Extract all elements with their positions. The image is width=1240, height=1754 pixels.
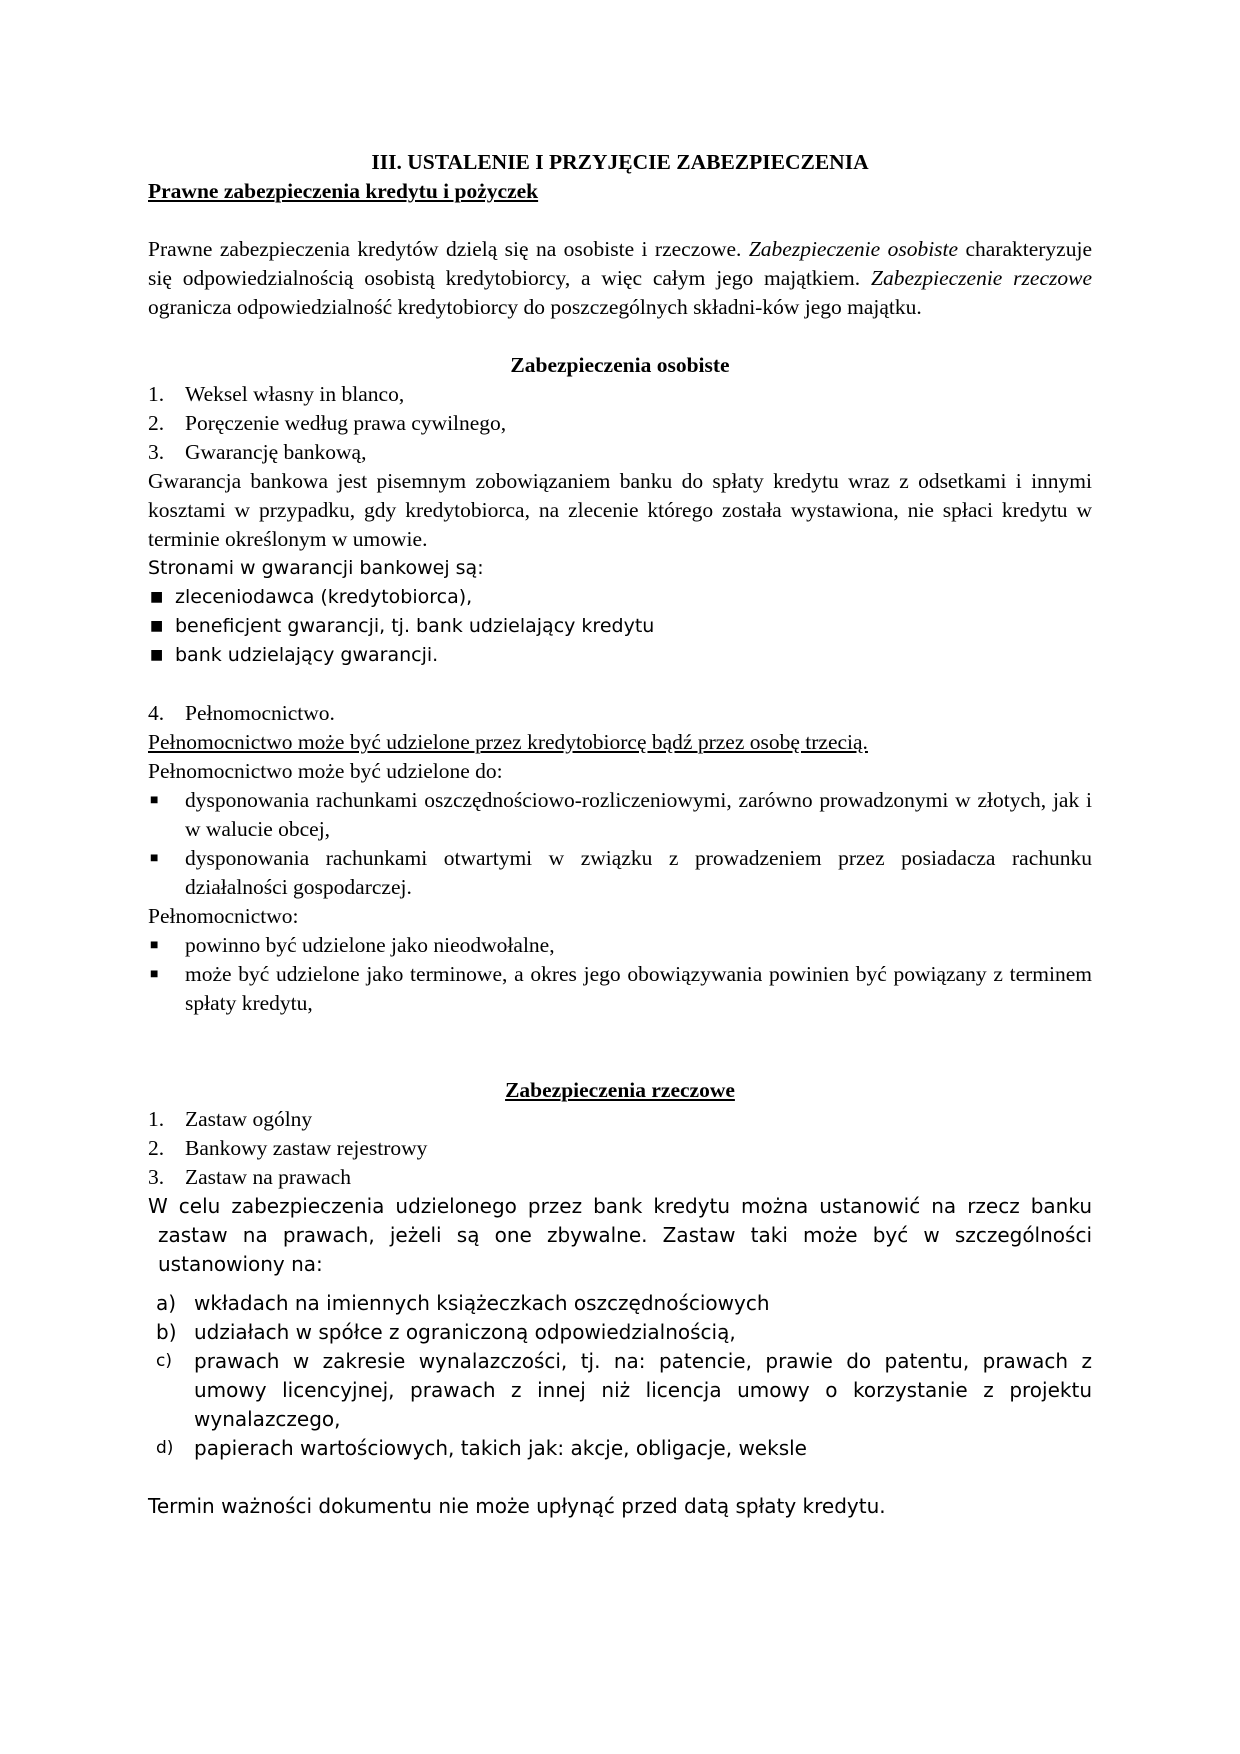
list-item-text: zleceniodawca (kredytobiorca), bbox=[175, 586, 473, 608]
bullet-icon: ■ bbox=[150, 851, 159, 866]
list-item bbox=[148, 1347, 1092, 1434]
list-number: 1. bbox=[148, 1107, 165, 1131]
list-letter: a) bbox=[156, 1291, 177, 1315]
material-list bbox=[148, 1105, 1092, 1192]
spacer bbox=[148, 322, 1092, 351]
list-letter: b) bbox=[156, 1320, 177, 1344]
list-item-text: prawach w zakresie wynalazczości, tj. na: patencie, prawie do patentu, prawach z umowy licencyjnej, prawach z innej niż licencja umowy o korzystanie z projektu wynalazczego, bbox=[194, 1349, 1092, 1431]
bullet-icon: ■ bbox=[150, 647, 164, 663]
intro-emphasis-material: Zabezpieczenie rzeczowe bbox=[871, 266, 1093, 290]
list-item-text: dysponowania rachunkami oszczędnościowo-rozliczeniowymi, zarówno prowadzonymi w złotych, jak i w walucie obcej, bbox=[185, 788, 1092, 841]
intro-text-3: ogranicza odpowiedzialność kredytobiorcy do poszczególnych składni-ków jego majątku. bbox=[148, 295, 922, 319]
parties-list bbox=[148, 583, 1092, 670]
list-item bbox=[148, 380, 1092, 409]
list-item bbox=[148, 641, 1092, 670]
spacer bbox=[148, 1018, 1092, 1076]
guarantee-paragraph: Gwarancja bankowa jest pisemnym zobowiązaniem banku do spłaty kredytu wraz z odsetkami i innymi kosztami w przypadku, gdy kredytobiorca, na zlecenie którego została wystawiona, nie spłaci kredytu w terminie określonym w umowie. bbox=[148, 469, 1092, 551]
poa-underlined-note: Pełnomocnictwo może być udzielone przez kredytobiorcę bądź przez osobę trzecią. bbox=[148, 730, 868, 754]
list-number: 3. bbox=[148, 440, 165, 464]
list-item-text: Zastaw na prawach bbox=[185, 1165, 351, 1189]
list-item-text: powinno być udzielone jako nieodwołalne, bbox=[185, 933, 555, 957]
spacer bbox=[148, 1279, 1092, 1289]
rights-list bbox=[148, 1289, 1092, 1463]
list-item-text: może być udzielone jako terminowe, a okres jego obowiązywania powinien być powiązany z terminem spłaty kredytu, bbox=[185, 962, 1092, 1015]
list-item-text: Gwarancję bankową, bbox=[185, 440, 367, 464]
heading-personal: Zabezpieczenia osobiste bbox=[510, 353, 730, 377]
list-item-text: wkładach na imiennych książeczkach oszczędnościowych bbox=[194, 1291, 770, 1315]
personal-list bbox=[148, 380, 1092, 467]
list-number: 3. bbox=[148, 1165, 165, 1189]
list-item bbox=[148, 960, 1092, 1018]
list-item bbox=[148, 1318, 1092, 1347]
list-item-text: beneficjent gwarancji, tj. bank udzielający kredytu bbox=[175, 615, 655, 637]
bullet-icon: ■ bbox=[150, 618, 164, 634]
intro-text-1: Prawne zabezpieczenia kredytów dzielą się na osobiste i rzeczowe. bbox=[148, 237, 749, 261]
list-item-text: papierach wartościowych, takich jak: akcje, obligacje, weksle bbox=[194, 1436, 807, 1460]
list-item bbox=[148, 1163, 1092, 1192]
intro-paragraph bbox=[148, 235, 1092, 322]
list-item bbox=[148, 1105, 1092, 1134]
list-item bbox=[148, 844, 1092, 902]
list-item bbox=[148, 786, 1092, 844]
list-number: 4. bbox=[148, 701, 165, 725]
list-item-text: bank udzielający gwarancji. bbox=[175, 644, 439, 666]
bullet-icon: ■ bbox=[150, 793, 159, 808]
list-item-text: Poręczenie według prawa cywilnego, bbox=[185, 411, 507, 435]
intro-emphasis-personal: Zabezpieczenie osobiste bbox=[748, 237, 959, 261]
poa-uses-list bbox=[148, 786, 1092, 902]
bullet-icon: ■ bbox=[150, 589, 164, 605]
list-item-text: udziałach w spółce z ograniczoną odpowiedzialnością, bbox=[194, 1320, 736, 1344]
list-item-text: dysponowania rachunkami otwartymi w związku z prowadzeniem przez posiadacza rachunku działalności gospodarczej. bbox=[185, 846, 1092, 899]
list-letter: d) bbox=[156, 1438, 174, 1458]
list-item bbox=[148, 409, 1092, 438]
list-item-text: Weksel własny in blanco, bbox=[185, 382, 405, 406]
heading-material: Zabezpieczenia rzeczowe bbox=[505, 1078, 735, 1102]
parties-intro: Stronami w gwarancji bankowej są: bbox=[148, 557, 484, 579]
list-item bbox=[148, 1289, 1092, 1318]
list-item bbox=[148, 438, 1092, 467]
section-subtitle: Prawne zabezpieczenia kredytu i pożyczek bbox=[148, 179, 539, 203]
rights-paragraph: W celu zabezpieczenia udzielonego przez bank kredytu można ustanowić na rzecz banku zastaw na prawach, jeżeli są one zbywalne. Zastaw taki może być w szczególności ustanowiony na: bbox=[148, 1194, 1092, 1276]
list-number: 1. bbox=[148, 382, 165, 406]
list-letter: c) bbox=[156, 1351, 172, 1371]
list-item bbox=[148, 1434, 1092, 1463]
page-title: III. USTALENIE I PRZYJĘCIE ZABEZPIECZENIA bbox=[371, 150, 869, 174]
spacer bbox=[148, 670, 1092, 699]
list-item bbox=[148, 583, 1092, 612]
list-item-text: Bankowy zastaw rejestrowy bbox=[185, 1136, 428, 1160]
poa-label: Pełnomocnictwo: bbox=[148, 904, 299, 928]
list-item bbox=[148, 1134, 1092, 1163]
list-item bbox=[148, 699, 1092, 728]
closing-paragraph: Termin ważności dokumentu nie może upłynąć przed datą spłaty kredytu. bbox=[148, 1494, 886, 1518]
spacer bbox=[148, 1463, 1092, 1492]
bullet-icon: ■ bbox=[150, 967, 159, 982]
list-number: 2. bbox=[148, 411, 165, 435]
list-item-text: Zastaw ogólny bbox=[185, 1107, 313, 1131]
list-item bbox=[148, 612, 1092, 641]
list-item-text: Pełnomocnictwo. bbox=[185, 701, 335, 725]
list-item bbox=[148, 931, 1092, 960]
list-number: 2. bbox=[148, 1136, 165, 1160]
poa-rules-list bbox=[148, 931, 1092, 1018]
intro-text-2: charakteryzuje się odpowiedzialnością osobistą kredytobiorcy, a więc całym jego majątkiem. bbox=[148, 237, 1092, 290]
personal-list-continued bbox=[148, 699, 1092, 728]
poa-intro: Pełnomocnictwo może być udzielone do: bbox=[148, 759, 503, 783]
bullet-icon: ■ bbox=[150, 938, 159, 953]
